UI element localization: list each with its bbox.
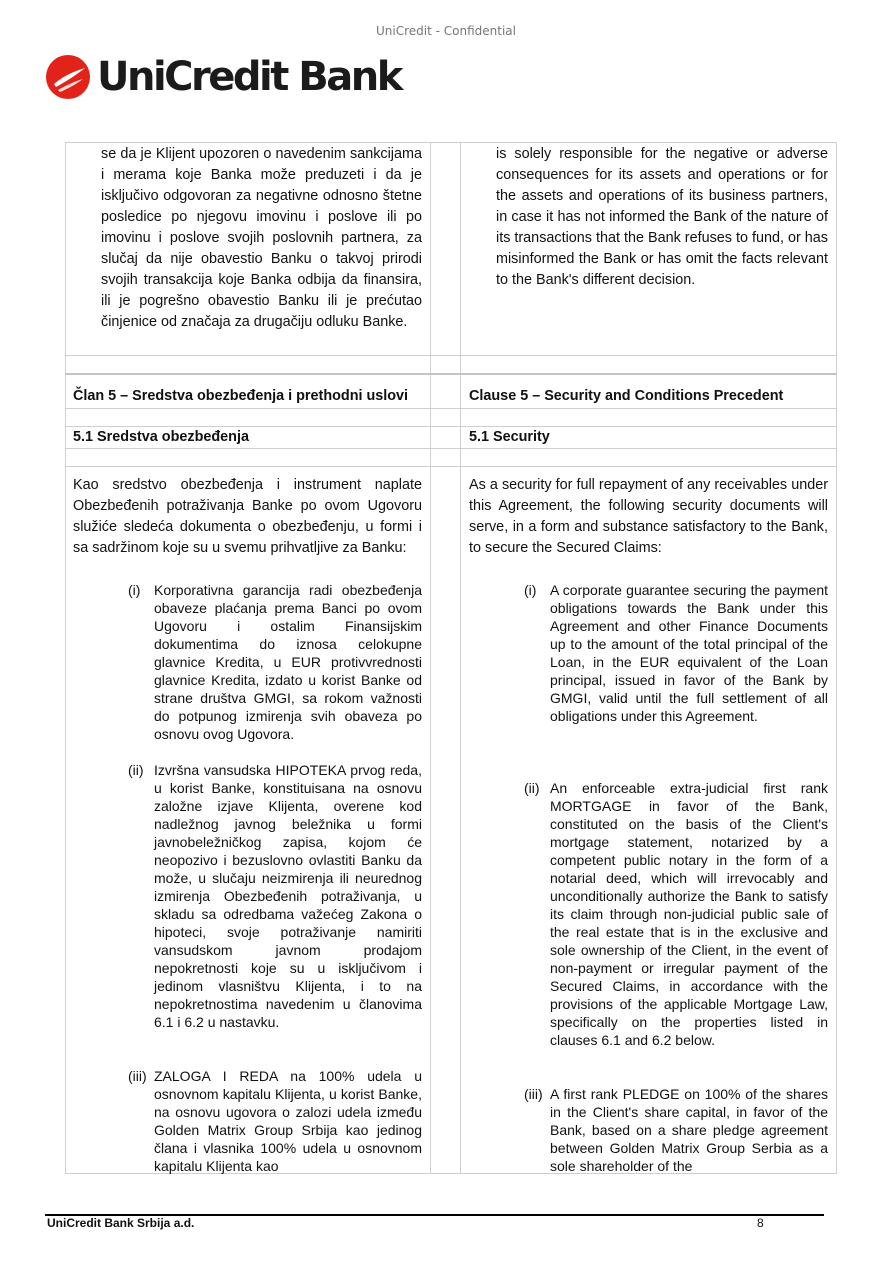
intro-text-sr: se da je Klijent upozoren o navedenim sankcijama i merama koje Banka može preduzeti i da je isključivo odgovoran za negativne odnosno štetne posledice po njegovu imovinu i poslove ili po imovinu i poslove svojih poslovnih partnera, za slučaj da nije obavestio Banku o takvoj prirodi svojih transakcija koje Banka odbija da finansira, ili je pogrešno obavestio Banku ili je prećutao činjenice od značaja za drugačiju odluku Banke.: [101, 146, 422, 330]
unicredit-logo-icon: [45, 54, 91, 100]
list-item: [524, 779, 828, 1049]
list-item: [128, 1067, 422, 1175]
item-number: (iii): [128, 1068, 147, 1084]
item-text: Korporativna garancija radi obezbeđenja obaveze plaćanja prema Banci po ovom Ugovoru i ostalim Finansijskim dokumentima do iznosa celokupne glavnice Kredita, u EUR protivvrednosti glavnice Kredita, izdato u korist Banke od strane društva GMGI, sa rokom važnosti do potpunog izmirenja svih obaveza po osnovu ovog Ugovora.: [154, 582, 422, 742]
item-number: (iii): [524, 1086, 543, 1102]
item-number: (i): [128, 582, 141, 598]
item-text: A corporate guarantee securing the payment obligations towards the Bank under this Agreement and other Finance Documents up to the amount of the total principal of the Loan, in the EUR equivalent of the Loan principal, issued in favor of the Bank by GMGI, valid until the full settlement of all obligations under this Agreement.: [550, 582, 828, 724]
intro-text-en: is solely responsible for the negative or adverse consequences for its assets and operations or for the assets and operations of its business partners, in case it has not informed the Bank of the nature of its transactions that the Bank refuses to fund, or has misinformed the Bank or has omit the facts relevant to the Bank's different decision.: [496, 146, 828, 288]
list-item: [524, 581, 828, 725]
bilingual-table: [65, 142, 837, 1174]
unicredit-logo: [45, 52, 401, 102]
list-item: [128, 581, 422, 743]
list-item: [128, 761, 422, 1031]
item-text: A first rank PLEDGE on 100% of the shares in the Client's share capital, in favor of the Bank, based on a share pledge agreement between Golden Matrix Group Serbia as a sole shareholder of the: [550, 1086, 828, 1174]
footer-company: UniCredit Bank Srbija a.d.: [47, 1216, 195, 1230]
clause-title-sr: Član 5 – Sredstva obezbeđenja i prethodni uslovi: [73, 388, 409, 404]
item-text: An enforceable extra-judicial first rank MORTGAGE in favor of the Bank, constituted on the basis of the Client's mortgage statement, notarized by a competent public notary in the form of a notarial deed, which will irrevocably and unconditionally authorize the Bank to satisfy its claim through non-judicial public sale of the real estate that is in the exclusive and sole ownership of the Client, in the event of non-payment or irregular payment of the Secured Claims, in accordance with the provisions of the applicable Mortgage Law, specifically on the properties listed in clauses 6.1 and 6.2 below.: [550, 780, 828, 1048]
list-item: [524, 1085, 828, 1175]
brand-name: UniCredit Bank: [97, 54, 401, 100]
item-number: (ii): [128, 762, 144, 778]
page-number: 8: [757, 1216, 764, 1230]
security-paragraph-en: As a security for full repayment of any receivables under this Agreement, the following security documents will serve, in a form and substance satisfactory to the Bank, to secure the Secured Claims:: [469, 477, 828, 556]
subsection-title-sr: 5.1 Sredstva obezbeđenja: [73, 429, 249, 445]
subsection-title-en: 5.1 Security: [469, 429, 550, 445]
clause-title-en: Clause 5 – Security and Conditions Precedent: [469, 388, 784, 404]
item-text: Izvršna vansudska HIPOTEKA prvog reda, u korist Banke, konstituisana na osnovu založne izjave Klijenta, overene kod nadležnog javnog beležnika u formi javnobeležničkog zapisa, kojom će neopozivo i bezuslovno ovlastiti Banku da može, u slučaju neizmirenja ili neurednog izmirenja Obezbeđenih potraživanja, u skladu sa odredbama važećeg Zakona o hipoteci, svoje potraživanje namiriti vansudskom javnom prodajom nepokretnosti koje su u isključivom i jedinom vlasništvu Klijenta, i to na nepokretnostima navedenim u članovima 6.1 i 6.2 u nastavku.: [154, 762, 422, 1030]
security-paragraph-sr: Kao sredstvo obezbeđenja i instrument naplate Obezbeđenih potraživanja Banke po ovom Ugovoru služiće sledeća dokumenta o obezbeđenju, u formi i sa sadržinom koje su u svemu prihvatljive za Banku:: [73, 477, 422, 556]
confidential-label: UniCredit - Confidential: [376, 24, 516, 38]
item-text: ZALOGA I REDA na 100% udela u osnovnom kapitalu Klijenta, u korist Banke, na osnovu ugovora o zalozi udela između Golden Matrix Group Srbija kao jedinog člana i vlasnika 100% udela u osnovnom kapitalu Klijenta kao: [154, 1068, 422, 1174]
item-number: (i): [524, 582, 537, 598]
item-number: (ii): [524, 780, 540, 796]
